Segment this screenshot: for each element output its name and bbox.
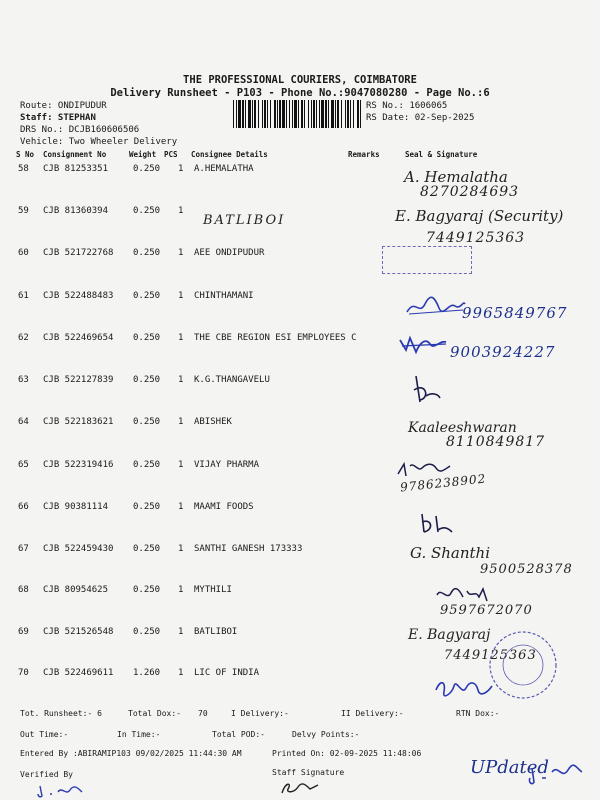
vehicle-label: Vehicle: Two Wheeler Delivery: [20, 137, 178, 147]
rs-date: RS Date: 02-Sep-2025: [366, 113, 475, 123]
row-consignment: CJB 522488483: [43, 291, 114, 301]
handwritten-phone: 7449125363: [426, 230, 526, 246]
tot-runsheet: Tot. Runsheet:- 6: [20, 709, 102, 718]
staff-signature-label: Staff Signature: [272, 768, 345, 777]
in-time: In Time:-: [117, 730, 161, 739]
row-pcs: 1: [178, 333, 184, 343]
verifier-signature: [36, 782, 86, 798]
scribble-signature: [398, 332, 450, 356]
barcode-bar: [304, 100, 305, 128]
barcode-bar: [357, 100, 359, 128]
barcode-bar: [311, 100, 312, 128]
row-sno: 69: [18, 627, 29, 637]
row-consignment: CJB 521722768: [43, 248, 114, 258]
printed-on: Printed On: 02-09-2025 11:48:06: [272, 749, 422, 758]
row-consignee: A.HEMALATHA: [194, 164, 254, 174]
row-consignment: CJB 522469611: [43, 668, 114, 678]
barcode-bar: [350, 100, 351, 128]
barcode-bar: [236, 100, 237, 128]
barcode-bar: [262, 100, 263, 128]
row-consignment: CJB 522319416: [43, 460, 114, 470]
row-consignee: SANTHI GANESH 173333: [194, 544, 303, 554]
barcode-bar: [267, 100, 268, 128]
handwritten-phone: 8110849817: [446, 434, 546, 450]
barcode-bar: [337, 100, 339, 128]
entered-by: Entered By :ABIRAMIP103 09/02/2025 11:44:30 AM: [20, 749, 242, 758]
rtn-dox: RTN Dox:-: [456, 709, 500, 718]
row-weight: 0.250: [133, 248, 161, 258]
row-weight: 0.250: [133, 502, 161, 512]
staff-label: Staff: STEPHAN: [20, 113, 96, 123]
scribble-signature: [410, 372, 444, 406]
barcode-bar: [277, 100, 278, 128]
row-weight: 0.250: [133, 585, 161, 595]
row-weight: 0.250: [133, 627, 161, 637]
handwritten-phone: 7449125363: [444, 648, 537, 663]
route-label: Route: ONDIPUDUR: [20, 101, 107, 111]
barcode-bar: [313, 100, 315, 128]
row-sno: 67: [18, 544, 29, 554]
row-weight: 0.250: [133, 291, 161, 301]
barcode-bar: [347, 100, 349, 128]
col-consignee: Consignee Details: [191, 150, 268, 159]
staff-signature: [278, 777, 324, 797]
row-consignment: CJB 522459430: [43, 544, 114, 554]
row-consignment: CJB 81253351: [43, 164, 109, 174]
row-consignee: AEE ONDIPUDUR: [194, 248, 265, 258]
row-sno: 64: [18, 417, 29, 427]
i-delivery: I Delivery:-: [231, 709, 289, 718]
barcode-bar: [331, 100, 334, 128]
verified-by-label: Verified By: [20, 770, 73, 779]
row-sno: 60: [18, 248, 29, 258]
handwritten-signature: E. Bagyaraj: [408, 627, 491, 643]
row-sno: 66: [18, 502, 29, 512]
row-weight: 0.250: [133, 206, 161, 216]
row-pcs: 1: [178, 291, 184, 301]
barcode-bar: [233, 100, 234, 128]
barcode-bar: [270, 100, 271, 128]
row-pcs: 1: [178, 248, 184, 258]
barcode-bar: [289, 100, 290, 128]
row-sno: 61: [18, 291, 29, 301]
row-consignee: MYTHILI: [194, 585, 232, 595]
row-consignment: CJB 522127839: [43, 375, 114, 385]
row-consignee: MAAMI FOODS: [194, 502, 254, 512]
row-consignee: VIJAY PHARMA: [194, 460, 260, 470]
row-consignment: CJB 81360394: [43, 206, 109, 216]
row-pcs: 1: [178, 502, 184, 512]
updated-note: UPdated: [470, 757, 549, 778]
row-consignee: K.G.THANGAVELU: [194, 375, 270, 385]
office-stamp: [382, 246, 472, 274]
barcode-bar: [335, 100, 336, 128]
barcode-bar: [308, 100, 309, 128]
company-title: THE PROFESSIONAL COURIERS, COIMBATORE: [183, 74, 417, 86]
row-sno: 68: [18, 585, 29, 595]
rs-number: RS No.: 1606065: [366, 101, 448, 111]
barcode-bar: [292, 100, 293, 128]
row-pcs: 1: [178, 585, 184, 595]
row-consignment: CJB 90381114: [43, 502, 109, 512]
barcode-bar: [353, 100, 354, 128]
handwritten-phone: 9500528378: [480, 562, 573, 577]
runsheet-subtitle: Delivery Runsheet - P103 - Phone No.:9047080280 - Page No.:6: [110, 87, 490, 99]
handwritten-phone: 9786238902: [399, 471, 487, 495]
col-consignment: Consignment No: [43, 150, 107, 159]
row-pcs: 1: [178, 164, 184, 174]
barcode-bar: [245, 100, 246, 128]
barcode-bar: [301, 100, 303, 128]
barcode-bar: [238, 100, 241, 128]
handwritten-note: BATLIBOI: [203, 213, 286, 228]
handwritten-signature: Kaaleeshwaran: [408, 420, 517, 436]
row-consignee: THE CBE REGION ESI EMPLOYEES C: [194, 333, 357, 343]
row-consignee: BATLIBOI: [194, 627, 238, 637]
barcode-bar: [325, 100, 327, 128]
row-weight: 0.250: [133, 417, 161, 427]
row-weight: 0.250: [133, 164, 161, 174]
handwritten-phone: 8270284693: [420, 184, 520, 200]
row-consignee: LIC OF INDIA: [194, 668, 260, 678]
col-remarks: Remarks: [348, 150, 380, 159]
barcode-bar: [258, 100, 259, 128]
total-pod: Total POD:-: [212, 730, 265, 739]
round-seal: [486, 628, 560, 702]
handwritten-signature: E. Bagyaraj (Security): [395, 207, 564, 225]
row-sno: 58: [18, 164, 29, 174]
row-sno: 62: [18, 333, 29, 343]
handwritten-signature: A. Hemalatha: [404, 168, 508, 186]
barcode-bar: [321, 100, 324, 128]
barcode-bar: [328, 100, 329, 128]
barcode-bar: [298, 100, 299, 128]
col-weight: Weight: [129, 150, 157, 159]
row-pcs: 1: [178, 668, 184, 678]
updated-signature: [528, 762, 584, 788]
row-consignment: CJB 80954625: [43, 585, 109, 595]
ii-delivery: II Delivery:-: [341, 709, 404, 718]
handwritten-phone: 9003924227: [450, 343, 556, 361]
row-weight: 0.250: [133, 460, 161, 470]
delvy-points: Delvy Points:-: [292, 730, 360, 739]
row-consignment: CJB 521526548: [43, 627, 114, 637]
scribble-signature: [418, 510, 456, 536]
row-pcs: 1: [178, 544, 184, 554]
barcode-bar: [286, 100, 287, 128]
row-consignee: ABISHEK: [194, 417, 232, 427]
row-pcs: 1: [178, 206, 184, 216]
barcode-bar: [274, 100, 276, 128]
row-weight: 0.250: [133, 375, 161, 385]
barcode-bar: [242, 100, 244, 128]
row-consignment: CJB 522469654: [43, 333, 114, 343]
col-pcs: PCS: [164, 150, 178, 159]
row-pcs: 1: [178, 460, 184, 470]
row-consignee: CHINTHAMANI: [194, 291, 254, 301]
barcode-bar: [341, 100, 342, 128]
out-time: Out Time:-: [20, 730, 69, 739]
barcode-bar: [294, 100, 297, 128]
row-sno: 63: [18, 375, 29, 385]
row-weight: 0.250: [133, 544, 161, 554]
barcode-bar: [282, 100, 285, 128]
row-consignment: CJB 522183621: [43, 417, 114, 427]
row-sno: 65: [18, 460, 29, 470]
drs-label: DRS No.: DCJB160606506: [20, 125, 140, 135]
row-sno: 59: [18, 206, 29, 216]
total-dox-label: Total Dox:-: [128, 709, 181, 718]
barcode-bar: [248, 100, 251, 128]
col-sno: S No: [16, 150, 35, 159]
barcode-bar: [345, 100, 346, 128]
row-pcs: 1: [178, 417, 184, 427]
barcode-bar: [254, 100, 256, 128]
barcode-bar: [316, 100, 317, 128]
total-dox-value: 70: [198, 709, 208, 718]
handwritten-phone: 9965849767: [462, 304, 568, 322]
row-sno: 70: [18, 668, 29, 678]
row-pcs: 1: [178, 375, 184, 385]
barcode-bar: [252, 100, 253, 128]
barcode-bar: [279, 100, 281, 128]
barcode: [233, 100, 361, 128]
col-seal-signature: Seal & Signature: [405, 150, 478, 159]
row-weight: 1.260: [133, 668, 161, 678]
barcode-bar: [264, 100, 266, 128]
scribble-signature: [405, 294, 467, 318]
handwritten-phone: 9597672070: [440, 603, 533, 618]
scribble-signature: [435, 585, 493, 605]
row-pcs: 1: [178, 627, 184, 637]
barcode-bar: [319, 100, 320, 128]
barcode-bar: [360, 100, 361, 128]
row-weight: 0.250: [133, 333, 161, 343]
handwritten-signature: G. Shanthi: [410, 544, 491, 562]
